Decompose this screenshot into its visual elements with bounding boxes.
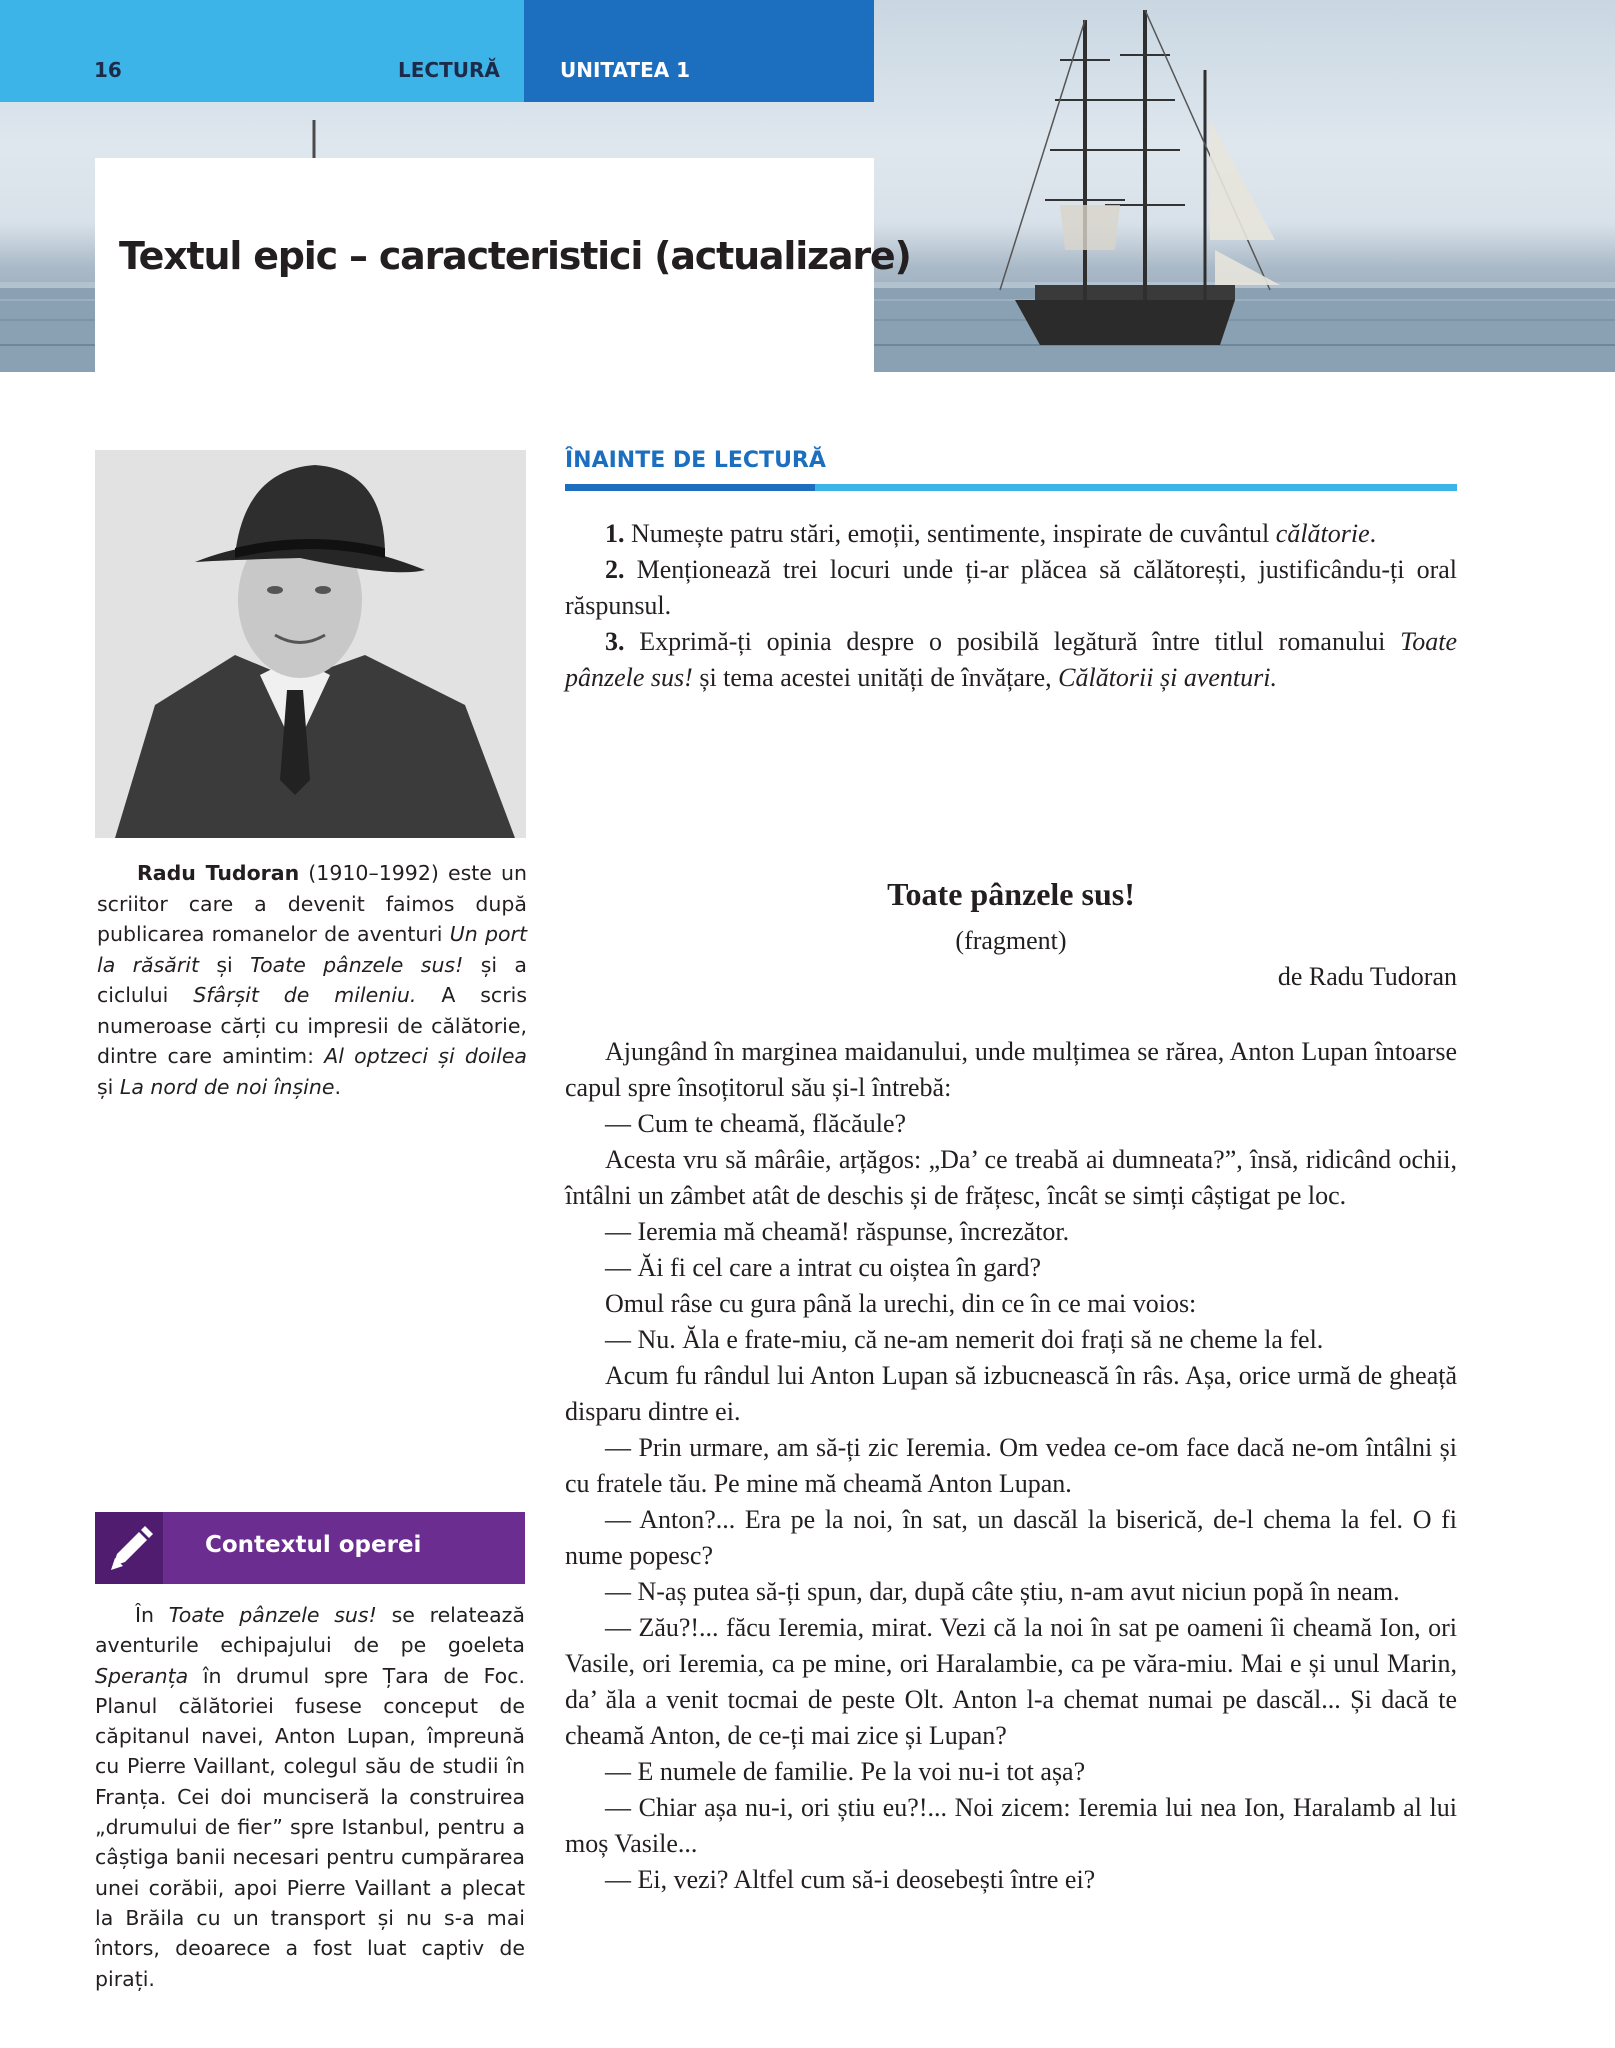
context-ship-name: Speranța [95,1663,189,1688]
work-title: Toate pânzele sus! [887,876,1135,912]
bio-text: A scris numeroase cărți cu impresii de călătorie, dintre care amintim: [97,983,528,1068]
bio-text: și a ciclului [97,952,527,1007]
heading-rule-light [815,484,1457,491]
bio-text: (1910–1992) este un scriitor care a devenit faimos după publicarea romanelor de aventuri [97,861,527,946]
bio-work-title: Al optzeci și doilea [324,1044,527,1068]
page-number: 16 [94,58,122,82]
story-paragraph: — Ăi fi cel care a intrat cu oiștea în gard? [605,1253,1042,1282]
context-header [95,1512,525,1584]
question-keyword: Călătorii și aventuri. [1058,663,1277,692]
story-paragraph: — Cum te cheamă, flăcăule? [605,1109,907,1138]
bio-work-title: Un port la răsărit [97,922,527,977]
question-text: . [1369,519,1377,548]
story-paragraph: — Anton?... Era pe la noi, în sat, un dascăl la biserică, de-l chema la fel. O fi nume popesc? [565,1505,1457,1570]
heading-rule-dark [565,484,815,491]
context-title: Contextul operei [205,1532,422,1558]
question-text: Numește patru stări, emoții, sentimente, inspirate de cuvântul [624,519,1276,548]
context-work-title: Toate pânzele sus! [168,1603,377,1627]
context-text-part: se relatează aventurile echipajului de pe goeleta [95,1603,525,1658]
context-text-part: în drumul spre Țara de Foc. Planul călătoriei fusese conceput de căpitanul navei, Anton Lupan, împreună cu Pierre Vaillant, colegul său de studii în Franța. Cei doi munciseră la construirea „drumului de fier” spre Istanbul, pentru a câștiga banii necesari pentru cumpărarea unei corăbii, apoi Pierre Vaillant a plecat la Brăila cu un transport și nu s-a mai întors, deoarece a fost luat captiv de pirați. [95,1663,525,1991]
work-author: de Radu Tudoran [1277,962,1457,991]
question-number: 3. [605,627,625,656]
story-paragraph: Omul râse cu gura până la urechi, din ce în ce mai voios: [605,1289,1197,1318]
context-paragraph [95,1600,525,1994]
author-bio [97,858,527,1102]
story-paragraph: — Nu. Ăla e frate-miu, că ne-am nemerit doi frați să ne cheme la fel. [605,1325,1324,1354]
story-paragraph: — E numele de familie. Pe la voi nu-i tot așa? [605,1757,1086,1786]
before-reading-heading: ÎNAINTE DE LECTURĂ [565,448,826,473]
story-paragraph: — Ei, vezi? Altfel cum să-i deosebești între ei? [605,1865,1096,1894]
pencil-icon [95,1512,163,1584]
context-text [95,1600,525,1994]
story-text [565,1034,1457,1898]
section-label: LECTURĂ [398,58,500,82]
story-paragraph: Acesta vru să mârâie, arțăgos: „Da’ ce treabă ai dumneata?”, însă, ridicând ochii, întâlni un zâmbet atât de deschis și de frățesc, încât se simți câștigat pe loc. [565,1145,1457,1210]
bio-work-title: Toate pânzele sus! [250,952,464,977]
question-number: 2. [605,555,625,584]
page-title: Textul epic – caracteristici (actualizare) [119,234,911,278]
story-paragraph: Acum fu rândul lui Anton Lupan să izbucnească în râs. Așa, orice urmă de gheață disparu dintre ei. [565,1361,1457,1426]
question-text: Exprimă-ți opinia despre o posibilă legătură între titlul romanului [624,627,1401,656]
question-number: 1. [605,519,625,548]
bio-text: și [199,952,251,977]
bio-text: și [97,1074,120,1099]
title-box [95,158,911,372]
author-name: Radu Tudoran [137,861,300,885]
question-1 [565,516,1457,552]
bio-work-title: La nord de noi înșine [119,1074,335,1099]
story-paragraph: — N-aș putea să-ți spun, dar, după câte știu, n-am avut niciun popă în neam. [605,1577,1400,1606]
header-bar-unit [524,0,874,102]
author-bio-text [97,858,527,1102]
work-subtitle: (fragment) [955,926,1067,955]
question-keyword: Toate pânzele sus! [565,627,1457,692]
question-3 [565,624,1457,696]
context-text-part: În [135,1603,169,1627]
question-2 [565,552,1457,624]
author-portrait [95,450,526,838]
bio-work-title: Sfârșit de mileniu. [193,983,417,1007]
question-text: și tema acestei unități de învățare, [692,663,1059,692]
story-paragraph: — Prin urmare, am să-ți zic Ieremia. Om vedea ce-om face dacă ne-om întâlni și cu fratele tău. Pe mine mă cheamă Anton Lupan. [565,1433,1457,1498]
bio-text: . [334,1074,341,1099]
story-paragraph: — Zău?!... făcu Ieremia, mirat. Vezi că la noi în sat pe oameni îi cheamă Ion, ori Vasile, ori Ieremia, ca pe mine, ori Haralambie, ca pe văra-miu. Mai e și unul Marin, da’ ăla a venit tocmai de peste Olt. Anton l-a chemat numai pe dascăl... Și dacă te cheamă Anton, de ce-ți mai zice și Lupan? [565,1613,1457,1750]
header-bar-section [0,0,524,102]
question-text: Menționează trei locuri unde ți-ar plăcea să călătorești, justificându-ți oral răspunsul. [565,555,1457,620]
question-keyword: călătorie [1275,519,1370,548]
unit-label: UNITATEA 1 [560,58,691,82]
story-paragraph: — Ieremia mă cheamă! răspunse, încrezător. [605,1217,1070,1246]
story-paragraph: — Chiar așa nu-i, ori știu eu?!... Noi zicem: Ieremia lui nea Ion, Haralamb al lui moș Vasile... [565,1793,1457,1858]
before-reading-questions [565,516,1457,696]
header-banner [0,0,1615,372]
story-paragraph: Ajungând în marginea maidanului, unde mulțimea se rărea, Anton Lupan întoarse capul spre însoțitorul său și-l întrebă: [565,1037,1457,1102]
